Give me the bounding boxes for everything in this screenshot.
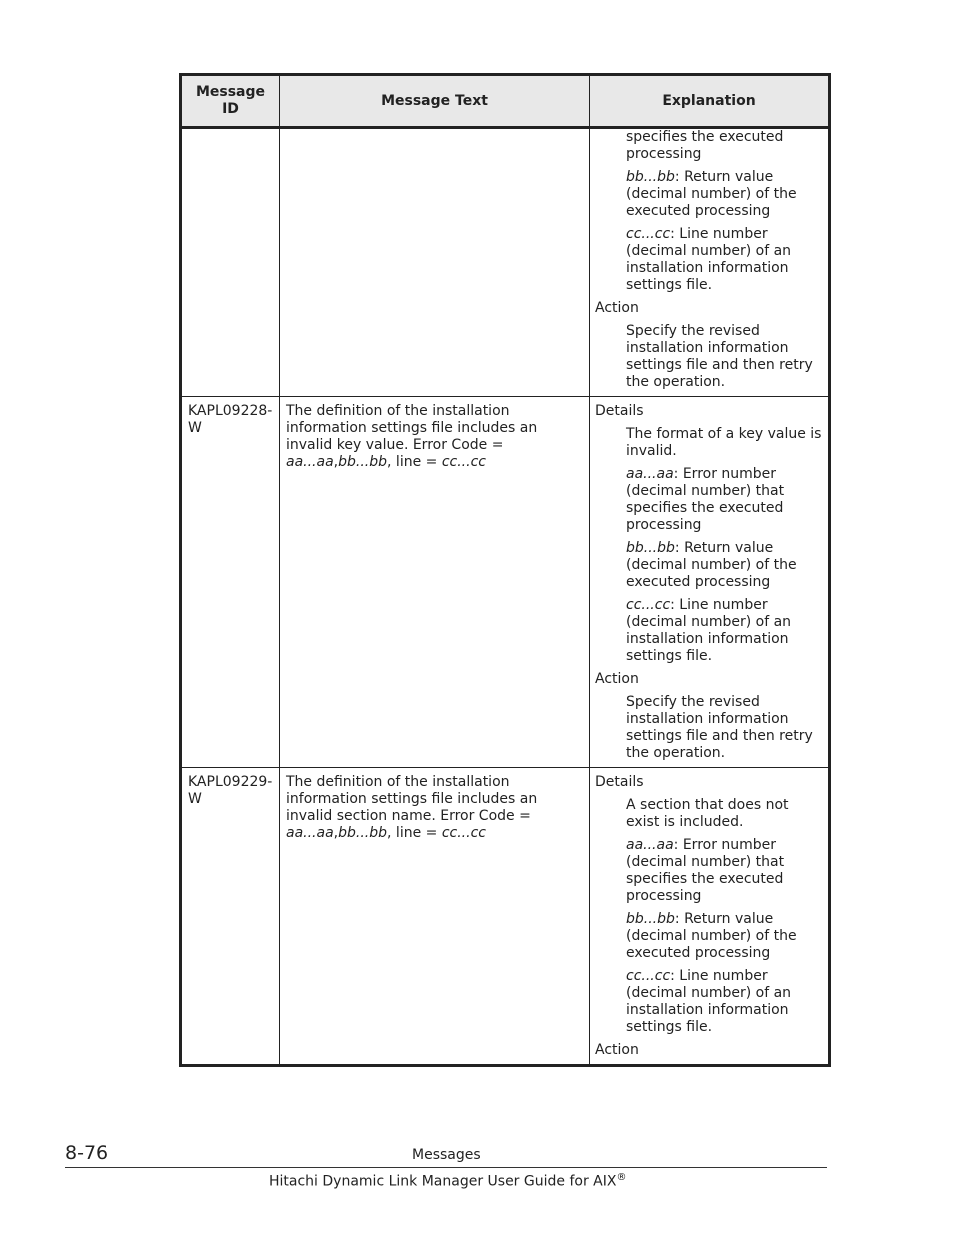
variable-aa: aa...aa bbox=[286, 825, 334, 841]
variable-bb: bb...bb bbox=[338, 825, 388, 841]
table-row bbox=[181, 768, 830, 1066]
header-explanation: Explanation bbox=[590, 75, 830, 128]
messages-table bbox=[179, 73, 831, 1067]
explanation-cc: cc...cc: Line number (decimal number) of an installation information settings file. bbox=[626, 597, 792, 664]
explanation-cell bbox=[590, 128, 830, 397]
explanation-bb: bb...bb: Return value (decimal number) of the executed processing bbox=[626, 911, 797, 961]
details-label: Details bbox=[595, 403, 644, 419]
variable-cc: cc...cc bbox=[626, 226, 671, 242]
variable-cc: cc...cc bbox=[626, 968, 671, 984]
action-text: Specify the revised installation information settings file and then retry the operation. bbox=[626, 323, 813, 390]
message-id-cell: KAPL09229-W bbox=[181, 768, 280, 1066]
action-label: Action bbox=[595, 1042, 639, 1058]
variable-bb: bb...bb bbox=[626, 169, 675, 185]
message-text-cell: The definition of the installation information settings file includes an invalid key value. Error Code = aa...aa,bb...bb, line = cc...cc bbox=[280, 397, 590, 768]
details-text: The format of a key value is invalid. bbox=[626, 426, 822, 459]
variable-bb: bb...bb bbox=[626, 911, 675, 927]
action-label: Action bbox=[595, 300, 639, 316]
explanation-cc: cc...cc: Line number (decimal number) of an installation information settings file. bbox=[626, 968, 792, 1035]
variable-aa: aa...aa bbox=[626, 837, 674, 853]
explanation-aa: aa...aa: Error number (decimal number) that specifies the executed processing bbox=[626, 466, 785, 533]
details-text: A section that does not exist is included. bbox=[626, 797, 789, 830]
footer-section-title: Messages bbox=[412, 1147, 481, 1163]
explanation-cc: cc...cc: Line number (decimal number) of an installation information settings file. bbox=[626, 226, 792, 293]
action-label: Action bbox=[595, 671, 639, 687]
header-message-id: Message ID bbox=[181, 75, 280, 128]
explanation-continued-text: specifies the executed processing bbox=[626, 129, 784, 162]
message-id-cell bbox=[181, 128, 280, 397]
table-row bbox=[181, 397, 830, 768]
explanation-cell bbox=[590, 397, 830, 768]
variable-bb: bb...bb bbox=[626, 540, 675, 556]
variable-cc: cc...cc bbox=[441, 454, 486, 470]
registered-mark: ® bbox=[616, 1172, 627, 1183]
message-text-cell: The definition of the installation information settings file includes an invalid section name. Error Code = aa...aa,bb...bb, line = cc...cc bbox=[280, 768, 590, 1066]
explanation-cell bbox=[590, 768, 830, 1066]
details-label: Details bbox=[595, 774, 644, 790]
message-id-cell: KAPL09228-W bbox=[181, 397, 280, 768]
explanation-bb: bb...bb: Return value (decimal number) of the executed processing bbox=[626, 169, 797, 219]
variable-bb: bb...bb bbox=[338, 454, 388, 470]
variable-aa: aa...aa bbox=[286, 454, 334, 470]
table-row bbox=[181, 128, 830, 397]
explanation-bb: bb...bb: Return value (decimal number) of the executed processing bbox=[626, 540, 797, 590]
table-header-row bbox=[181, 75, 830, 128]
page-number: 8-76 bbox=[65, 1142, 109, 1164]
header-message-text: Message Text bbox=[280, 75, 590, 128]
variable-aa: aa...aa bbox=[626, 466, 674, 482]
explanation-aa: aa...aa: Error number (decimal number) that specifies the executed processing bbox=[626, 837, 785, 904]
variable-cc: cc...cc bbox=[441, 825, 486, 841]
message-text-cell bbox=[280, 128, 590, 397]
footer-divider bbox=[65, 1167, 827, 1168]
variable-cc: cc...cc bbox=[626, 597, 671, 613]
footer-guide-title: Hitachi Dynamic Link Manager User Guide for AIX® bbox=[269, 1172, 627, 1190]
action-text: Specify the revised installation information settings file and then retry the operation. bbox=[626, 694, 813, 761]
